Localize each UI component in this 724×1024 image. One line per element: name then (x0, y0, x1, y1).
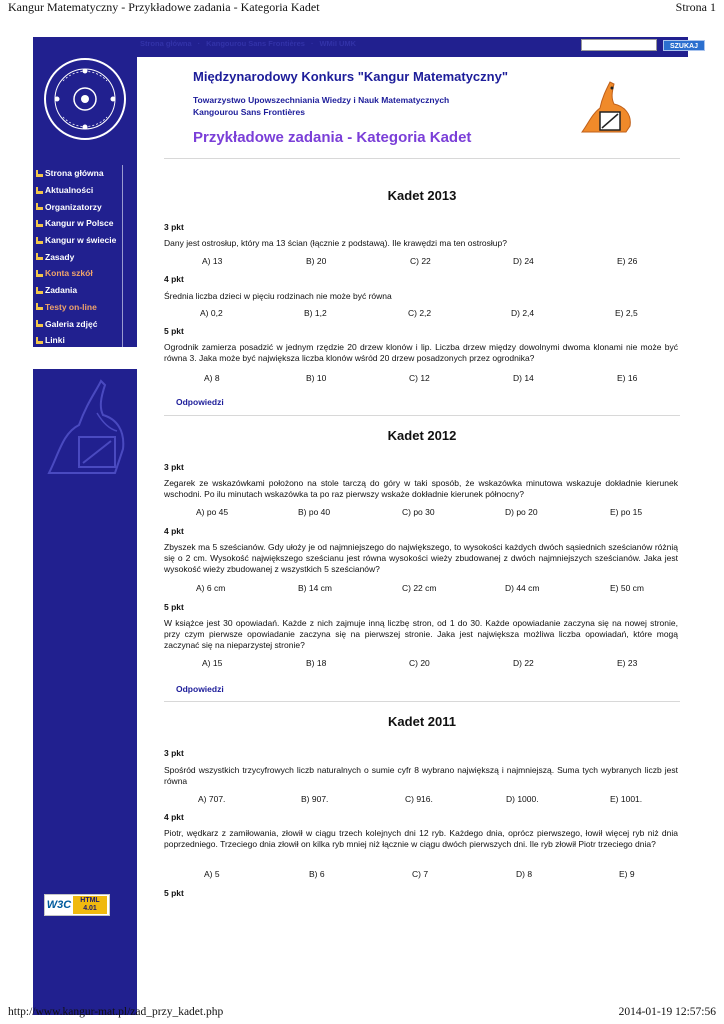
answer-option: C) 12 (409, 373, 430, 383)
bullet-icon (35, 186, 44, 195)
answer-option: A) 707. (198, 794, 226, 804)
university-seal-icon (33, 37, 137, 162)
bullet-icon (35, 286, 44, 295)
answer-option: D) 24 (513, 256, 534, 266)
answer-option: B) po 40 (298, 507, 331, 517)
answer-option: D) 2,4 (511, 308, 535, 318)
separator: · (310, 39, 314, 48)
sidebar-item-label: Zasady (45, 251, 75, 262)
answer-option: A) 15 (202, 658, 223, 668)
answer-option: E) 16 (617, 373, 638, 383)
print-title: Kangur Matematyczny - Przykładowe zadania - Kategoria Kadet (8, 0, 320, 14)
print-footer (8, 1006, 716, 1022)
answer-option: C) po 30 (402, 507, 435, 517)
answer-row (164, 794, 680, 806)
answer-option: E) po 15 (610, 507, 643, 517)
answer-option: B) 6 (309, 869, 325, 879)
answers-link-2012[interactable]: Odpowiedzi (176, 684, 224, 694)
sidebar-item-label: Aktualności (45, 185, 94, 196)
kangaroo-logo-icon (578, 78, 638, 136)
w3c-html-badge[interactable] (44, 894, 110, 916)
answer-option: D) 1000. (506, 794, 539, 804)
answer-row (164, 869, 680, 881)
answer-option: D) 44 cm (505, 583, 540, 593)
html-401-label (73, 896, 107, 914)
answer-option: E) 9 (619, 869, 635, 879)
points-label: 5 pkt (164, 326, 184, 336)
answer-row (164, 256, 680, 268)
question-text: Średnia liczba dzieci w pięciu rodzinach nie może być równa (164, 291, 392, 301)
sidebar-item-strona-glowna[interactable] (33, 165, 122, 182)
answer-row (164, 507, 680, 519)
search-button[interactable]: SZUKAJ (663, 40, 705, 51)
bullet-icon (35, 302, 44, 311)
top-nav-bar (137, 37, 698, 57)
section-title-2012: Kadet 2012 (387, 428, 457, 443)
answer-option: A) 6 cm (196, 583, 226, 593)
left-column (33, 37, 137, 1015)
bullet-icon (35, 252, 44, 261)
points-label: 4 pkt (164, 274, 184, 284)
sidebar-item-kangur-w-swiecie[interactable] (33, 232, 122, 249)
answer-option: D) 22 (513, 658, 534, 668)
answer-option: B) 10 (306, 373, 327, 383)
sidebar-item-label: Kangur w Polsce (45, 218, 114, 229)
answer-option: B) 1,2 (304, 308, 327, 318)
question-text: Spośród wszystkich trzycyfrowych liczb naturalnych o sumie cyfr 8 wybrano największą i najmniejszą. Suma tych wybranych liczb jest równa (164, 765, 678, 787)
question-text: W książce jest 30 opowiadań. Każde z nich zajmuje inną liczbę stron, od 1 do 30. Każde opowiadanie zaczyna się na nowej stronie, przy czym pierwsze opowiadanie zaczyna się na pierwszej stronie. Jaka jest największa możliwa liczba opowiadań, które mogą zaczynać się na nieparzystej stronie? (164, 618, 678, 651)
top-link-home[interactable]: Strona główna (140, 39, 192, 48)
sidebar-item-testy-online[interactable] (33, 299, 122, 316)
answers-link-2013[interactable]: Odpowiedzi (176, 397, 224, 407)
answer-option: A) po 45 (196, 507, 229, 517)
sidebar-item-label: Strona główna (45, 168, 104, 179)
org-name-ksf: Kangourou Sans Frontières (193, 107, 305, 117)
sidebar-item-label: Kangur w świecie (45, 235, 117, 246)
divider (164, 701, 680, 702)
answer-option: B) 20 (306, 256, 327, 266)
top-link-ksf[interactable]: Kangourou Sans Frontières (206, 39, 305, 48)
answer-option: C) 20 (409, 658, 430, 668)
sidebar-item-zadania[interactable] (33, 282, 122, 299)
answer-row (164, 658, 680, 670)
points-label: 3 pkt (164, 222, 184, 232)
sidebar-lower-panel (33, 369, 137, 1015)
bullet-icon (35, 319, 44, 328)
divider (164, 158, 680, 159)
sidebar-item-kangur-w-polsce[interactable] (33, 215, 122, 232)
sidebar-item-zasady[interactable] (33, 248, 122, 265)
answer-option: B) 18 (306, 658, 327, 668)
answer-option: E) 23 (617, 658, 638, 668)
answer-option: B) 14 cm (298, 583, 333, 593)
search-input[interactable] (581, 39, 657, 51)
bullet-icon (35, 169, 44, 178)
sidebar-item-galeria[interactable] (33, 315, 122, 332)
answer-option: C) 22 cm (402, 583, 437, 593)
answer-option: C) 2,2 (408, 308, 432, 318)
answer-option: E) 50 cm (610, 583, 645, 593)
sidebar-item-organizatorzy[interactable] (33, 198, 122, 215)
sidebar-item-label: Organizatorzy (45, 201, 102, 212)
bullet-icon (35, 236, 44, 245)
print-url: http://www.kangur-mat.pl/zad_przy_kadet.php (8, 1006, 224, 1018)
answer-option: C) 22 (410, 256, 431, 266)
bullet-icon (35, 202, 44, 211)
sidebar-gap (33, 347, 137, 369)
html-label: HTML (80, 897, 100, 904)
site-title: Międzynarodowy Konkurs "Kangur Matematyczny" (193, 69, 508, 84)
question-text: Zbyszek ma 5 sześcianów. Gdy ułoży je od najmniejszego do największego, to wysokości każdych dwóch sąsiednich sześcianów różnią się o 2 cm. Wysokość największego sześcianu jest równa wysokości wieży zbudowanej z dwóch najmniejszych sześcianów. Jaka jest wysokość wieży zbudowanej z wszystkich 5 sześcianów? (164, 542, 678, 575)
print-timestamp: 2014-01-19 12:57:56 (618, 1006, 716, 1018)
points-label: 3 pkt (164, 462, 184, 472)
answer-option: A) 13 (202, 256, 223, 266)
answer-option: E) 1001. (610, 794, 643, 804)
points-label: 4 pkt (164, 526, 184, 536)
question-text: Ogrodnik zamierza posadzić w jednym rzędzie 20 drzew klonów i lip. Liczba drzew między dowolnymi dwoma klonami nie może być równa 3. Jaka może być największa liczba klonów wśród 20 drzew posadzonych przez ogrodnika? (164, 342, 678, 364)
answer-option: D) po 20 (505, 507, 538, 517)
top-link-wmii[interactable]: WMiI UMK (319, 39, 357, 48)
answer-option: C) 916. (405, 794, 433, 804)
question-text: Piotr, wędkarz z zamiłowania, złowił w ciągu trzech kolejnych dni 12 ryb. Każdego dnia, oprócz pierwszego, łowił więcej ryb niż dnia poprzedniego. Trzeciego dnia złowił on kilka ryb mniej niż łącznie w ciągu dwóch pierwszych dni. Ile ryb złowił Piotr trzeciego dnia? (164, 828, 678, 850)
answer-option: A) 0,2 (200, 308, 223, 318)
answer-row (164, 373, 680, 385)
sidebar-item-aktualnosci[interactable] (33, 182, 122, 199)
page-title: Przykładowe zadania - Kategoria Kadet (193, 129, 472, 146)
answer-option: E) 26 (617, 256, 638, 266)
answer-row (164, 583, 680, 595)
points-label: 5 pkt (164, 888, 184, 898)
print-header (8, 0, 716, 18)
answer-option: A) 5 (204, 869, 220, 879)
html-version: 4.01 (83, 905, 97, 912)
points-label: 5 pkt (164, 602, 184, 612)
answer-option: A) 8 (204, 373, 220, 383)
divider (164, 415, 680, 416)
sidebar-item-label: Zadania (45, 285, 78, 296)
question-text: Dany jest ostrosłup, który ma 13 ścian (łącznie z podstawą). Ile krawędzi ma ten ostrosłup? (164, 238, 507, 248)
sidebar-item-label: Galeria zdjęć (45, 318, 98, 329)
answer-option: D) 8 (516, 869, 533, 879)
bullet-icon (35, 336, 44, 345)
section-title-2013: Kadet 2013 (387, 188, 457, 203)
bullet-icon (35, 269, 44, 278)
answer-row (164, 308, 680, 320)
sidebar-item-konta-szkol[interactable] (33, 265, 122, 282)
bullet-icon (35, 219, 44, 228)
kangaroo-watermark-icon (39, 373, 135, 483)
university-logo-panel (33, 37, 137, 162)
separator: · (197, 39, 201, 48)
answer-option: D) 14 (513, 373, 534, 383)
answer-option: E) 2,5 (615, 308, 638, 318)
w3c-logo: W3C (46, 899, 72, 911)
print-page-label: Strona 1 (675, 0, 716, 14)
sidebar-item-label: Linki (45, 335, 65, 346)
section-title-2011: Kadet 2011 (388, 714, 456, 729)
sidebar-nav-list (33, 165, 123, 347)
answer-option: B) 907. (301, 794, 329, 804)
org-name: Towarzystwo Upowszechniania Wiedzy i Nauk Matematycznych (193, 95, 450, 105)
points-label: 3 pkt (164, 748, 184, 758)
top-links (140, 39, 356, 48)
sidebar-item-label: Testy on-line (45, 301, 97, 312)
sidebar-nav (33, 162, 137, 347)
question-text: Zegarek ze wskazówkami położono na stole tarczą do góry w taki sposób, że wskazówka minutowa wskazuje dokładnie kierunek wschodni. Po ilu minutach wskazówka ta po raz pierwszy wskaże dokładnie kierunek północny? (164, 478, 678, 500)
points-label: 4 pkt (164, 812, 184, 822)
sidebar-item-label: Konta szkół (45, 268, 93, 279)
answer-option: C) 7 (412, 869, 429, 879)
